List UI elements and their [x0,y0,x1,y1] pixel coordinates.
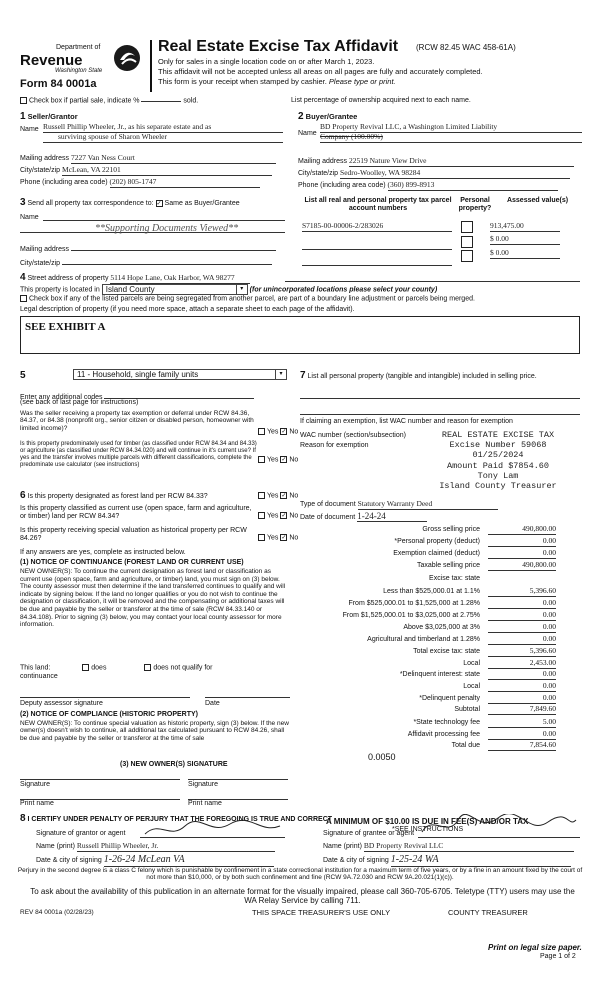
section3-label: Send all property tax correspondence to: [27,200,154,207]
print-legal-note: Print on legal size paper. [488,943,582,952]
current-use-no-label: No [289,512,299,520]
seller-address-row [20,154,285,164]
seller-address-field[interactable]: 7227 Van Ness Court [71,154,276,164]
partial-sale-checkbox[interactable] [20,97,27,104]
section7-label: 7 List all personal property (tangible and intangible) included in selling price. [300,370,537,381]
calc-label-16: *State technology fee [413,719,480,726]
partial-sold-label: sold. [183,97,199,105]
same-as-buyer-checkbox[interactable] [156,200,163,207]
grantor-name-field[interactable]: Russell Phillip Wheeler, Jr. [77,842,275,852]
calc-value-8[interactable]: 0.00 [488,623,556,633]
assessed-col-header: Assessed value(s) [506,197,569,204]
ownership-note: List percentage of ownership acquired next to each name. [291,97,471,104]
calc-label-1: *Personal property (deduct) [394,538,480,545]
section7-label-text: List all personal property (tangible and intangible) included in selling price. [307,373,537,380]
forest-no-label: No [289,492,299,500]
deputy-date-field[interactable] [205,688,290,698]
rev-number: REV 84 0001a (02/28/23) [20,909,94,916]
seller-phone-field[interactable]: (202) 805-1747 [110,178,260,188]
forest-yes-checkbox[interactable] [258,492,265,499]
grantee-date-row [323,854,581,867]
section3-city-field[interactable] [62,256,272,265]
legal-description-box[interactable] [20,316,580,354]
deputy-signature-field[interactable] [20,688,190,698]
buyer-city-label: City/state/zip [298,170,339,177]
doc-date-row [300,511,580,522]
forest-yes-label: Yes [267,492,279,500]
buyer-name-line2: Company (100.00%) [320,132,383,141]
section5-q2-answers [258,456,298,464]
historic-yes-label: Yes [267,534,279,542]
new-owner-print-1[interactable] [20,790,180,800]
doc-date-label: Date of document [300,514,356,521]
calc-value-6[interactable]: 0.00 [488,599,556,609]
notice1-title: (1) NOTICE OF CONTINUANCE (FOREST LAND OR CURRENT USE) [20,559,244,566]
same-as-buyer-label: Same as Buyer/Grantee [164,200,240,207]
grantor-date-field[interactable]: 1-26-24 McLean VA [104,854,274,867]
notice2-title: (2) NOTICE OF COMPLIANCE (HISTORIC PROPERTY) [20,711,198,718]
buyer-address-field[interactable]: 22519 Nature View Drive [349,157,574,167]
historic-no-checkbox[interactable] [280,534,287,541]
section3-name-field[interactable] [43,210,285,221]
grantor-date-row [36,854,286,867]
county-select[interactable] [102,284,248,295]
seller-phone-row [20,178,285,188]
chevron-down-icon: ▾ [275,370,286,379]
grantor-name-row [36,842,286,852]
doc-type-field[interactable]: Statutory Warranty Deed [358,500,498,510]
seller-city-label: City/state/zip [20,167,61,174]
parcel-number-field-2[interactable] [302,240,452,250]
buyer-name-label: Name [298,130,317,137]
current-use-yes-checkbox[interactable] [258,512,265,519]
signature-label-2: Signature [188,781,218,788]
section4-street-row: 4 Street address of property 5114 Hope Lane, Oak Harbor, WA 98277 [20,272,580,284]
partial-sale-row [20,97,198,105]
section5-q1: Was the seller receiving a property tax exemption or deferral under RCW 84.36, 84.37, or 84.38 (nonprofit org., senior citizen or disabled person, homeowner with limited income)? [20,410,254,432]
street-field[interactable]: 5114 Hope Lane, Oak Harbor, WA 98277 [110,274,250,284]
section5-q1-answers [258,428,298,436]
located-row [20,284,580,295]
use-code-select[interactable] [73,369,287,380]
stamp-line-3: 01/25/2024 [472,450,524,461]
q1-no-checkbox[interactable] [280,428,287,435]
notice2-text: NEW OWNER(S): To continue special valuation as historic property, sign (3) below. If the new owner(s) doesn't wish to continue, all additional tax calculated pursuant to RCW 84.26, shall be due and payable by the seller or transferor at the time of sale [20,720,289,742]
section5-number: 5 [20,370,26,381]
calc-value-13[interactable]: 0.00 [488,682,556,692]
personal-col-header: Personal property? [458,197,492,213]
calc-label-5: Less than $525,000.01 at 1.1% [383,588,480,595]
street-line-ext [285,272,580,282]
minimum-due-note: A MINIMUM OF $10.00 IS DUE IN FEE(S) AND/OR TAX [326,817,529,826]
q2-no-checkbox[interactable] [280,456,287,463]
supporting-docs-stamp: **Supporting Documents Viewed** [95,223,239,234]
assessed-value-3[interactable]: $ 0.00 [490,249,560,259]
section6-q2: Is this property classified as current use (open space, farm and agriculture, or timber) land per RCW 84.34? [20,505,252,521]
access-note: To ask about the availability of this publication in an alternate format for the visually impaired, please call 360-705-6705. Teletype (TTY) users may use the WA Relay Service by calling 711. [30,887,575,906]
section3-mailing-field[interactable] [71,242,276,251]
personal-checkbox-2[interactable] [461,236,473,248]
grantor-date-label: Date & city of signing [36,857,102,864]
q2-yes-label: Yes [267,456,279,464]
section3-row: 3 Send all property tax correspondence to: ✓ Same as Buyer/Grantee [20,197,240,209]
new-owner-signature-1[interactable] [20,770,180,780]
q1-yes-label: Yes [267,428,279,436]
perjury-text: Perjury in the second degree is a class C felony which is punishable by confinement in a state correctional institution for a maximum term of five years, or by a fine in an amount fixed by the court of not more than $10,000, or by both such confinement and fine (RCW 9A.72.030 and RCW 9A.20.021(1)(c)). [17,867,583,882]
section5-q2: Is this property predominately used for timber (as classified under RCW 84.34 and 84.33) or agriculture (as classified under RCW 84.34.020) and will continue in it's current use? If yes and the transfer involves multiple parcels with different classifications, complete the predominate use calculator (see instructions) [20,441,257,468]
grantee-sig-label: Signature of grantee or agent [323,830,415,837]
calc-label-13: Local [463,683,480,690]
calc-label-12: *Delinquent interest: state [399,671,480,678]
does-checkbox[interactable] [82,664,89,671]
header-note-2: This affidavit will not be accepted unless all areas on all pages are fully and accurately completed. [158,67,483,76]
calc-label-9: Agricultural and timberland at 1.28% [367,636,480,643]
partial-sale-label: Check box if partial sale, indicate % [29,97,140,105]
header-divider [150,40,152,92]
buyer-address-label: Mailing address [298,158,348,165]
stamp-line-6: Island County Treasurer [439,480,557,491]
seller-heading: 1 Seller/Grantor [20,111,78,122]
buyer-heading-text: Buyer/Grantee [305,112,358,121]
stamp-line-4: Amount Paid $7854.60 [446,460,550,471]
personal-property-field[interactable] [300,390,580,399]
codes-note: (see back of last page for instructions) [20,399,139,406]
section6-q3: Is this property receiving special valuation as historical property per RCW 84.26? [20,527,247,543]
header-note-3-em: Please type or print. [328,77,396,86]
assessed-value-2[interactable]: $ 0.00 [490,235,560,245]
doc-date-field[interactable]: 1-24-24 [357,511,427,522]
seller-name-line2: surviving spouse of Sharon Wheeler [58,132,168,141]
dept-line: Department of [56,44,101,51]
forest-no-checkbox[interactable] [280,492,287,499]
calc-value-1[interactable]: 0.00 [488,537,556,547]
buyer-name-line1: BD Property Revival LLC, a Washington Limited Liability [320,122,498,131]
q2-no-label: No [289,456,299,464]
grantor-sig-label: Signature of grantor or agent [36,830,126,837]
calc-label-3: Taxable selling price [416,562,480,569]
agency-name: Revenue [20,52,83,69]
this-land-label: This land: [20,664,51,672]
calc-value-0[interactable]: 490,800.00 [488,525,556,535]
logo-icon [112,43,142,73]
current-use-no-checkbox[interactable] [280,512,287,519]
calc-label-7: From $1,525,000.01 to $3,025,000 at 2.75% [342,612,480,619]
assessed-value-1[interactable]: 913,475.00 [490,222,560,232]
calc-value-18[interactable]: 7,854.60 [488,741,556,751]
does-not-label: does not qualify for [153,664,213,672]
calc-value-17[interactable]: 0.00 [488,730,556,740]
header-note-3 [158,78,396,87]
grantee-name-field[interactable]: BD Property Revival LLC [364,842,574,852]
seller-name-line1: Russell Phillip Wheeler, Jr., as his separate estate and as [43,122,212,131]
form-number: Form 84 0001a [20,78,97,90]
section6-q2-answers [258,512,298,520]
county-treasurer: COUNTY TREASURER [448,908,528,917]
calc-value-10[interactable]: 5,396.60 [488,647,556,657]
q1-no-label: No [289,428,299,436]
page-number: Page 1 of 2 [540,953,576,960]
seller-heading-text: Seller/Grantor [27,112,78,121]
calc-label-18: Total due [451,742,480,749]
calc-label-15: Subtotal [454,706,480,713]
grantee-date-label: Date & city of signing [323,857,389,864]
calc-label-11: Local [463,660,480,667]
section8-heading: 8 I CERTIFY UNDER PENALTY OF PERJURY THAT THE FOREGOING IS TRUE AND CORRECT [20,813,333,824]
buyer-city-row [298,169,583,179]
unincorporated-note: (for unincorporated locations please select your county) [249,286,438,294]
seller-address-label: Mailing address [20,155,70,162]
parcel-number-field-3[interactable] [302,256,452,266]
calc-value-7[interactable]: 0.00 [488,611,556,621]
seller-phone-label: Phone (including area code) [20,179,108,186]
calc-value-16[interactable]: 5.00 [488,718,556,728]
deputy-label: Deputy assessor signature [20,700,103,707]
calc-label-2: Exemption claimed (deduct) [393,550,480,557]
form-rcw: (RCW 82.45 WAC 458-61A) [416,43,516,52]
notice1-text: NEW OWNER(S): To continue the current designation as forest land or classification as current use (open space, farm and agriculture, or timber) land, you must sign on (3) below. The county assessor must then determine if the land transferred continues to qualify and will indicate by signing below. If the land no longer qualifies or you do not wish to continue the designation or classification, it will be removed and the compensating or additional taxes will be due and payable by the seller or transferor at the time of sale (RCW 84.33.140 or 84.34.108). Prior to signing (3) below, you may contact your local county assessor for more information. [20,568,286,629]
buyer-heading: 2 Buyer/Grantee [298,111,358,122]
personal-checkbox-1[interactable] [461,221,473,233]
stamp-line-5: Tony Lam [477,470,519,481]
see-instructions: *SEE INSTRUCTIONS [392,826,464,833]
calc-value-9[interactable]: 0.00 [488,635,556,645]
parcel-col-header: List all real and personal property tax parcel account numbers [304,197,452,213]
county-select-value: Island County [105,285,155,294]
if-yes-note: If any answers are yes, complete as instructed below. [20,549,186,556]
seller-name-field-2[interactable] [43,133,283,143]
grantee-name-row [323,842,581,852]
q2-yes-checkbox[interactable] [258,456,265,463]
calc-value-5[interactable]: 5,396.60 [488,587,556,597]
does-label: does [91,664,107,672]
use-code-value: 11 - Household, single family units [77,370,199,379]
codes-field[interactable] [104,390,254,399]
section6-q1: 6 Is this property designated as forest land per RCW 84.33? [20,490,208,501]
section3-name-label: Name [20,214,39,221]
print-name-label-1: Print name [20,800,54,807]
notice3-title: (3) NEW OWNER(S) SIGNATURE [120,761,228,768]
parcel-number-field[interactable]: S7185-00-00006-2/283026 [302,222,452,232]
section6-q1-answers [258,492,298,500]
calc-label-6: From $525,000.01 to $1,525,000 at 1.28% [348,600,480,607]
chevron-down-icon: ▾ [236,285,247,294]
segregated-label: Check box if any of the listed parcels are being segregated from another parcel, are part of a boundary line adjustment or parcels being merged. [29,295,475,303]
grantor-name-label: Name (print) [36,843,75,850]
signature-label-1: Signature [20,781,50,788]
grantee-name-label: Name (print) [323,843,362,850]
treasurer-stamp [418,430,578,491]
legal-description-text: SEE EXHIBIT A [25,321,106,333]
stamp-line-1: REAL ESTATE EXCISE TAX [441,430,555,440]
calc-label-8: Above $3,025,000 at 3% [403,624,480,631]
buyer-address-row [298,157,583,167]
calc-value-3[interactable]: 490,800.00 [488,561,556,571]
buyer-phone-field[interactable]: (360) 899-8913 [388,181,558,191]
located-label: This property is located in [20,286,100,294]
treasurer-use: THIS SPACE TREASURER'S USE ONLY [252,908,391,917]
calc-label-4: Excise tax: state [429,575,480,582]
deputy-date-label: Date [205,700,220,707]
section6-q1-text: Is this property designated as forest land per RCW 84.33? [27,493,208,500]
reason-label: Reason for exemption [300,442,369,449]
buyer-phone-label: Phone (including area code) [298,182,386,189]
section3-mailing-label: Mailing address [20,246,70,253]
calc-label-0: Gross selling price [422,526,480,533]
header-note-1: Only for sales in a single location code on or after March 1, 2023. [158,57,375,66]
grantor-signature-field[interactable] [140,828,285,838]
calc-label-14: *Delinquent penalty [419,695,480,702]
codes-label: Enter any additional codes [20,394,103,401]
new-owner-print-2[interactable] [188,790,288,800]
does-not-checkbox[interactable] [144,664,151,671]
section3-city-label: City/state/zip [20,260,61,267]
historic-no-label: No [289,534,299,542]
historic-yes-checkbox[interactable] [258,534,265,541]
grantee-signature-icon [418,814,580,838]
section3-city-row [20,256,285,268]
local-rate: 0.0050 [368,752,396,762]
calc-value-15[interactable]: 7,849.60 [488,705,556,715]
section8-heading-text: I CERTIFY UNDER PENALTY OF PERJURY THAT THE FOREGOING IS TRUE AND CORRECT [27,816,333,823]
seller-city-field[interactable]: McLean, VA 22101 [62,166,272,176]
wac-label: WAC number (section/subsection) [300,432,406,439]
state-line: Washington State [55,68,103,74]
buyer-phone-row [298,181,583,191]
header-note-3-text: This form is your receipt when stamped by cashier. [158,77,327,86]
legal-label: Legal description of property (if you need more space, attach a separate sheet to each page of the affidavit). [20,306,355,313]
calc-value-12[interactable]: 0.00 [488,670,556,680]
seller-city-row [20,166,285,176]
form-title: Real Estate Excise Tax Affidavit [158,38,399,55]
section6-q3-answers [258,534,298,542]
segregated-row [20,295,580,303]
calc-label-17: Affidavit processing fee [407,731,480,738]
continuance-label: continuance [20,673,58,680]
exemption-label: If claiming an exemption, list WAC number and reason for exemption [300,418,513,425]
calc-value-14[interactable]: 0.00 [488,694,556,704]
new-owner-signature-2[interactable] [188,770,288,780]
seller-name-label: Name [20,126,39,133]
section3-mailing-row [20,242,285,254]
personal-checkbox-3[interactable] [461,250,473,262]
q1-yes-checkbox[interactable] [258,428,265,435]
perjury-notice [14,867,586,882]
doc-type-row [300,500,580,510]
calc-label-10: Total excise tax: state [413,648,480,655]
grantor-signature-icon [140,818,285,840]
doc-type-label: Type of document [300,501,356,508]
grantee-signature-field[interactable] [418,828,580,838]
print-name-label-2: Print name [188,800,222,807]
current-use-yes-label: Yes [267,512,279,520]
grantee-date-field[interactable]: 1-25-24 WA [391,854,571,867]
street-label: Street address of property [27,275,109,282]
calc-value-2[interactable]: 0.00 [488,549,556,559]
continuance-row [20,664,290,672]
calc-value-11[interactable]: 2,453.00 [488,659,556,669]
segregated-checkbox[interactable] [20,295,27,302]
buyer-city-field[interactable]: Sedro-Woolley, WA 98284 [340,169,570,179]
buyer-name-field-2[interactable] [320,133,582,143]
stamp-line-2: Excise Number 59068 [449,440,547,451]
personal-property-field-2[interactable] [300,406,580,415]
